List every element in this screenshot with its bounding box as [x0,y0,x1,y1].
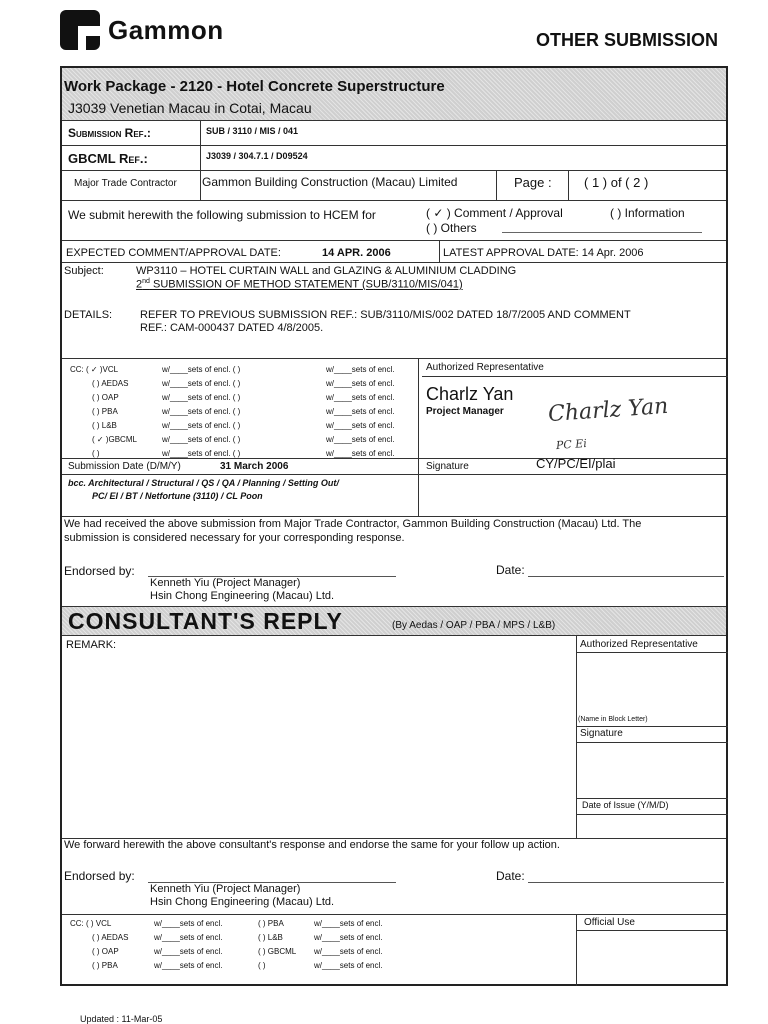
submit-text: We submit herewith the following submission to HCEM for [68,208,376,222]
company-logo [60,10,224,50]
remark-label: REMARK: [66,639,117,651]
gbcml-ref-value: J3039 / 304.7.1 / D09524 [206,151,308,161]
endorser-company-2: Hsin Chong Engineering (Macau) Ltd. [150,896,335,908]
details-line2: REF.: CAM-000437 DATED 4/8/2005. [140,322,324,334]
consultant-subtitle: (By Aedas / OAP / PBA / MPS / L&B) [392,620,556,631]
cc-encl-right: w/____sets of encl. [326,421,395,430]
cc-item[interactable]: ( ) L&B [92,421,117,430]
name-block-line [576,726,728,727]
authorized-name: Charlz Yan [426,384,514,404]
cc-bottom-encl: w/____sets of encl. [314,919,383,928]
cc-encl-right: w/____sets of encl. [326,393,395,402]
consultant-auth-rep: Authorized Representative [580,639,698,650]
gammon-logo-icon [60,10,102,50]
authorized-title: Project Manager [426,406,504,417]
submission-ref-value: SUB / 3110 / MIS / 041 [206,126,299,136]
consultant-title: CONSULTANT'S REPLY [68,608,343,634]
endorsed-label-2: Endorsed by: [64,869,135,883]
handwritten-signature: Charlz Yan [547,393,670,428]
cc-bottom-encl: w/____sets of encl. [314,947,383,956]
cc-bottom-item[interactable]: ( ) GBCML [258,947,297,956]
purpose-others[interactable]: ( ) Others [426,221,477,235]
received-line2: submission is considered necessary for your corresponding response. [64,532,405,544]
cc-encl: w/____sets of encl. ( ) [162,379,241,388]
endorser-name: Kenneth Yiu (Project Manager) [150,577,301,589]
cc-encl: w/____sets of encl. ( ) [162,393,241,402]
endorser-company: Hsin Chong Engineering (Macau) Ltd. [150,590,335,602]
subject-text: SUBMISSION OF METHOD STATEMENT (SUB/3110/MIS/041) [152,278,463,291]
cc-encl: w/____sets of encl. ( ) [162,421,241,430]
details-line1: REFER TO PREVIOUS SUBMISSION REF.: SUB/3110/MIS/002 DATED 18/7/2005 AND COMMENT [140,309,631,321]
cc-item[interactable]: ( ) [92,449,100,458]
cc-encl: w/____sets of encl. ( ) [162,407,241,416]
submission-form [60,66,728,986]
official-use-line [576,930,728,931]
submission-ref-label: Submission Ref.: [68,126,151,140]
cc-item[interactable]: ( ) AEDAS [92,379,129,388]
form-title: OTHER SUBMISSION [535,30,718,50]
latest-date: LATEST APPROVAL DATE: 14 Apr. 2006 [443,247,644,259]
page-count: ( 1 ) of ( 2 ) [584,175,649,190]
gbcml-ref-label: GBCML Ref.: [68,151,148,166]
endorsed-label: Endorsed by: [64,564,135,578]
received-line1: We had received the above submission from Major Trade Contractor, Gammon Building Construction (Macau) Ltd. The [64,518,642,530]
subject-line1: WP3110 – HOTEL CURTAIN WALL and GLAZING & ALUMINIUM CLADDING [136,265,517,277]
cc-bottom-item[interactable]: ( ) AEDAS [92,933,129,942]
signature-line [576,742,728,743]
page-label: Page : [514,175,552,190]
cc-bottom-item[interactable]: ( ) OAP [92,947,119,956]
date-of-issue-label: Date of Issue (Y/M/D) [582,800,669,810]
signature-label: Signature [426,461,469,472]
official-use-label: Official Use [584,917,635,928]
date-issue-line [576,814,728,815]
handwritten-initials: PC Ei [555,436,588,453]
endorse-date-line-2 [528,882,724,883]
subject-label: Subject: [64,265,104,277]
cc-bottom-item[interactable]: ( ) PBA [92,961,118,970]
cc-bottom-encl: w/____sets of encl. [154,947,223,956]
subject-superscript: nd [142,278,150,285]
cc-bottom-item[interactable]: ( ) [258,961,266,970]
company-name: Gammon [108,14,224,45]
cc-bottom-encl: w/____sets of encl. [154,933,223,942]
cc-encl-right: w/____sets of encl. [326,449,395,458]
cc-bottom-encl: w/____sets of encl. [154,919,223,928]
cc-bottom-encl: w/____sets of encl. [154,961,223,970]
ref-code: CY/PC/EI/plai [536,456,616,471]
project-name: J3039 Venetian Macau in Cotai, Macau [68,100,312,116]
expected-date-label: EXPECTED COMMENT/APPROVAL DATE: [66,247,281,259]
authorized-rep-divider [422,376,728,377]
submission-date-value: 31 March 2006 [220,461,289,472]
footer-updated: Updated : 11-Mar-05 [80,1014,163,1024]
endorse-date-line [528,576,724,577]
forward-text: We forward herewith the above consultant's response and endorse the same for your follow up action. [64,839,560,851]
cc-item[interactable]: ( ✓ )GBCML [92,435,137,444]
endorse-date-label: Date: [496,563,525,577]
subject-line2 [136,278,463,291]
cc-bottom-item[interactable]: ( ) PBA [258,919,284,928]
contractor-value: Gammon Building Construction (Macau) Limited [202,175,458,189]
purpose-information[interactable]: ( ) Information [610,206,685,220]
cc-encl-right: w/____sets of encl. [326,365,395,374]
bcc-line1: bcc. Architectural / Structural / QS / QA / Planning / Setting Out/ [68,478,339,488]
cc-encl: w/____sets of encl. ( ) [162,435,241,444]
purpose-comment[interactable]: ( ✓ ) Comment / Approval [426,206,563,220]
expected-date-value: 14 APR. 2006 [322,247,391,259]
cc-item[interactable]: CC: ( ✓ )VCL [70,365,119,374]
details-label: DETAILS: [64,309,113,321]
endorse-date-label-2: Date: [496,869,525,883]
date-issue-line-top [576,798,728,799]
subject-number: 2 [136,278,143,291]
others-line [502,232,702,233]
cc-encl: w/____sets of encl. ( ) [162,365,241,374]
consultant-signature-label: Signature [580,728,623,739]
cc-bottom-encl: w/____sets of encl. [314,961,383,970]
cc-encl-right: w/____sets of encl. [326,379,395,388]
cc-bottom-item[interactable]: ( ) L&B [258,933,283,942]
cc-encl: w/____sets of encl. ( ) [162,449,241,458]
name-block-label: (Name in Block Letter) [578,716,648,723]
cc-encl-right: w/____sets of encl. [326,435,395,444]
cc-item[interactable]: ( ) PBA [92,407,118,416]
submission-date-label: Submission Date (D/M/Y) [68,461,181,472]
authorized-rep-label: Authorized Representative [426,362,544,373]
cc-bottom-item[interactable]: CC: ( ) VCL [70,919,112,928]
auth-rep-line [576,652,728,653]
cc-bottom-encl: w/____sets of encl. [314,933,383,942]
package-title: Work Package - 2120 - Hotel Concrete Superstructure [64,78,445,95]
endorser-name-2: Kenneth Yiu (Project Manager) [150,883,301,895]
cc-item[interactable]: ( ) OAP [92,393,119,402]
cc-encl-right: w/____sets of encl. [326,407,395,416]
contractor-label: Major Trade Contractor [74,178,177,189]
bcc-line2: PC/ EI / BT / Netfortune (3110) / CL Poon [92,491,263,501]
